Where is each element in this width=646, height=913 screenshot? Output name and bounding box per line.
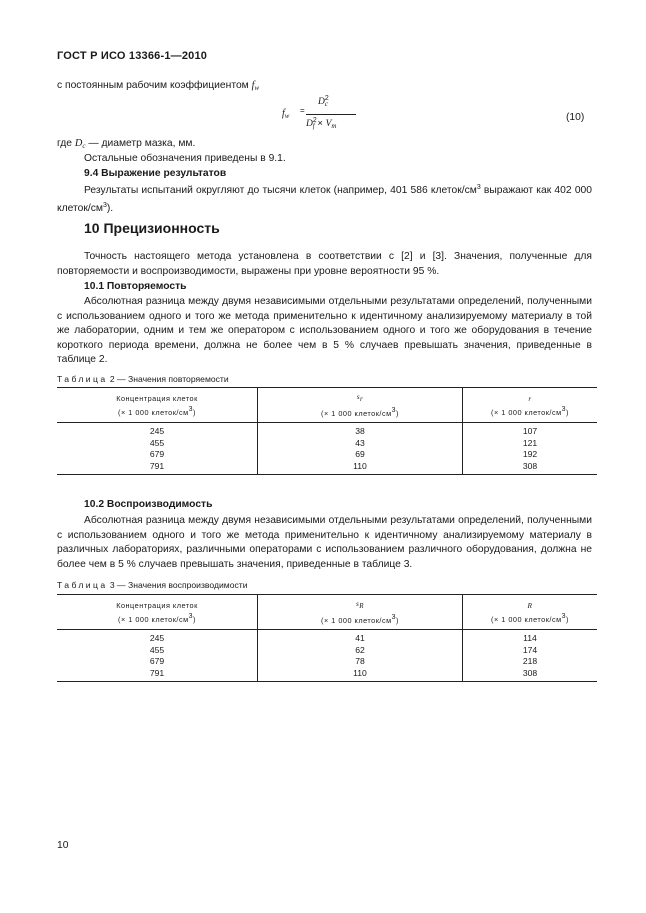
header-symbol: R — [527, 600, 533, 610]
formula-number: (10) — [566, 112, 585, 123]
table-row — [57, 630, 597, 645]
formula-lhs — [282, 108, 289, 120]
formula-den-a-sup: 2 — [312, 117, 317, 124]
table-cell: 110 — [258, 461, 463, 475]
formula-num-symbol: D — [318, 97, 325, 107]
table-2-caption-text: 2 — Значения повторяемости — [107, 374, 229, 384]
s94-part2: выражают как 402 000 клеток/см — [57, 185, 592, 214]
table-cell: 218 — [463, 656, 598, 668]
table-2-header-concentration — [57, 388, 258, 423]
table-cell: 43 — [258, 438, 463, 450]
table-2-caption — [57, 374, 229, 384]
formula-lhs-symbol: f — [282, 108, 285, 119]
table-cell: 455 — [149, 644, 165, 655]
formula-den-a: D — [306, 119, 313, 129]
table-cell: 245 — [149, 633, 165, 643]
table-3-caption-text: 3 — Значения воспроизводимости — [107, 580, 248, 590]
table-2-header-r — [463, 388, 598, 423]
table-3-header-concentration — [57, 595, 258, 630]
table-cell: 679 — [149, 449, 165, 459]
s94-part1: Результаты испытаний округляют до тысячи клеток (например, 401 586 клеток/см — [84, 185, 477, 196]
table-3 — [57, 594, 597, 682]
section-10-title: 10 Прецизионность — [84, 220, 220, 236]
table-cell: 69 — [258, 449, 463, 461]
table-cell: 107 — [463, 423, 598, 438]
table-cell: 192 — [463, 449, 598, 461]
table-cell: 308 — [463, 668, 598, 682]
table-2-header-sr — [258, 388, 463, 423]
header-unit-sup: 3 — [391, 407, 397, 414]
table-row — [57, 461, 597, 475]
header-unit-sup: 3 — [188, 405, 194, 413]
s94-sup1: 3 — [476, 184, 481, 191]
header-symbol: s — [355, 599, 360, 608]
header-unit-sup: 3 — [188, 612, 194, 620]
header-symbol: r — [528, 393, 532, 403]
header-unit: (× 1 000 клеток/см — [491, 407, 562, 417]
header-unit-sup: 3 — [561, 405, 567, 413]
section-10-1-title: 10.1 Повторяемость — [84, 281, 187, 292]
header-symbol-sub: R — [359, 602, 365, 610]
table-cell: 791 — [57, 461, 258, 475]
header-unit-close: ) — [193, 407, 196, 417]
header-unit-sup: 3 — [391, 614, 397, 621]
table-cell: 679 — [149, 656, 165, 666]
table-cell: 455 — [149, 437, 165, 448]
header-unit-close: ) — [396, 409, 399, 418]
where-sub: c — [82, 142, 86, 150]
table-row — [57, 656, 597, 668]
intro-line — [57, 78, 259, 96]
section-10-text: Точность настоящего метода установлена в соответствии с [2] и [3]. Значения, полученные для повторяемости и воспроизводимости, выражены при уровне вероятности 95 %. — [57, 251, 592, 277]
table-cell: 791 — [57, 668, 258, 682]
page-number: 10 — [57, 840, 69, 851]
intro-symbol: f — [251, 80, 255, 91]
formula-den-b-sub: m — [331, 122, 337, 130]
section-10-1-text: Абсолютная разница между двумя независимыми отдельными результатами определений, полученными с использованием одного и того же метода применительно к идентичному анализируемому материалу в той же лаборатории, одним и тем же оператором с использованием одного и того же оборудования в течение короткого периода времени, должна не более чем в 5 % случаев превышать значения, приведенные в таблице 2. — [57, 296, 592, 366]
intro-text: с постоянным рабочим коэффициентом — [57, 80, 249, 91]
table-row — [57, 668, 597, 682]
other-notes: Остальные обозначения приведены в 9.1. — [84, 153, 286, 164]
section-9-4-title: 9.4 Выражение результатов — [84, 168, 227, 179]
header-unit-close: ) — [396, 616, 399, 625]
section-9-4-text — [57, 181, 592, 216]
header-unit: (× 1 000 клеток/см — [118, 614, 189, 624]
table-cell: 41 — [258, 630, 463, 645]
table-cell: 110 — [258, 668, 463, 682]
header-unit-sup: 3 — [561, 612, 567, 620]
table-row — [57, 645, 597, 657]
table-cell: 38 — [258, 423, 463, 438]
table-row — [57, 438, 597, 450]
formula-den-a-sub: f — [312, 122, 315, 130]
table-2 — [57, 387, 597, 475]
table-cell: 174 — [463, 645, 598, 657]
header-unit: (× 1 000 клеток/см — [321, 409, 392, 418]
table-3-header-R — [463, 595, 598, 630]
header-unit-close: ) — [566, 407, 569, 417]
where-symbol: D — [74, 138, 83, 149]
header-unit: (× 1 000 клеток/см — [321, 616, 392, 625]
header-unit: (× 1 000 клеток/см — [491, 614, 562, 624]
where-text: — диаметр мазка, мм. — [88, 138, 196, 149]
document-header: ГОСТ Р ИСО 13366-1—2010 — [57, 50, 208, 62]
formula-den-b: V — [325, 119, 332, 129]
where-lead: где — [57, 138, 73, 149]
header-unit-close: ) — [193, 614, 196, 624]
s94-sup2: 3 — [102, 201, 107, 209]
table-row — [57, 449, 597, 461]
table-2-label: Таблица — [57, 374, 108, 384]
header-symbol-sub: r — [360, 395, 364, 403]
intro-subscript: w — [254, 84, 260, 92]
formula-lhs-sub: w — [284, 112, 290, 120]
formula-times: × — [317, 118, 323, 129]
fraction-bar — [306, 114, 356, 115]
table-row — [57, 423, 597, 438]
header-unit-close: ) — [566, 614, 569, 624]
header-line: Концентрация клеток — [116, 600, 198, 610]
section-10-2-title: 10.2 Воспроизводимость — [84, 499, 213, 510]
header-unit: (× 1 000 клеток/см — [118, 407, 189, 417]
formula-num-sup: 2 — [324, 95, 329, 102]
table-cell: 62 — [258, 645, 463, 657]
header-symbol: s — [356, 392, 361, 401]
formula-numerator — [318, 95, 328, 108]
s94-part3: ). — [106, 202, 114, 214]
formula-num-sub: c — [324, 100, 328, 108]
table-cell: 245 — [149, 426, 165, 436]
table-3-header-sR — [258, 595, 463, 630]
table-3-label: Таблица — [57, 580, 108, 590]
table-3-caption — [57, 580, 248, 590]
header-line: Концентрация клеток — [116, 393, 198, 403]
table-3-header-row — [57, 595, 597, 630]
table-cell: 308 — [463, 461, 598, 475]
table-2-header-row — [57, 388, 597, 423]
formula-denominator — [306, 117, 336, 130]
section-10-2-text: Абсолютная разница между двумя независимыми отдельными результатами определений, полученными с использованием одного и того же метода применительно к идентичному анализируемому материалу в различных лабораториях, различными операторами с использованием различного оборудования, должна не более чем в 5 % случаев превышать значения, приведенные в таблице 3. — [57, 515, 592, 570]
formula-equals: = — [300, 106, 305, 115]
table-cell: 114 — [463, 630, 598, 645]
table-cell: 121 — [463, 438, 598, 450]
table-cell: 78 — [258, 656, 463, 668]
